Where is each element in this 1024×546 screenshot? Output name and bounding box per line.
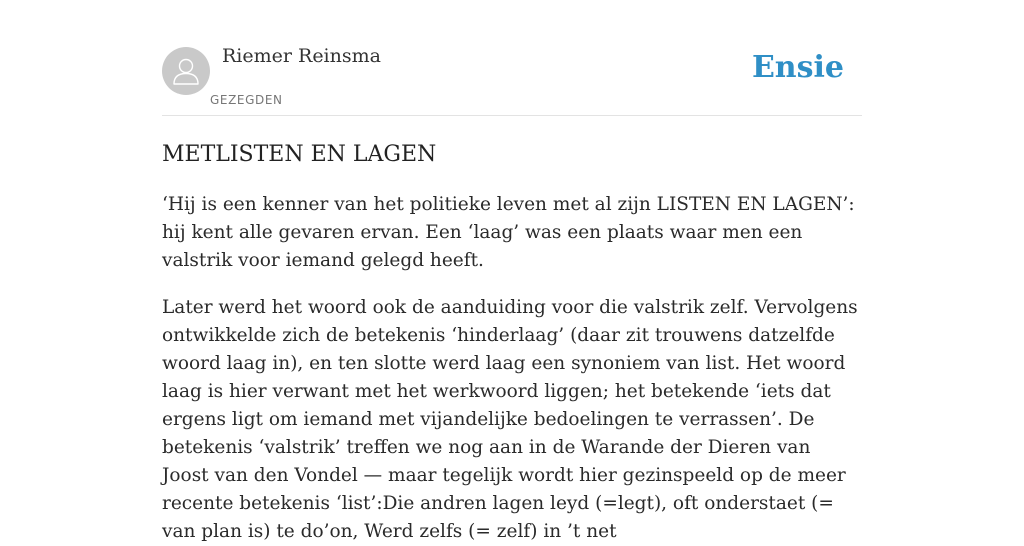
author-name[interactable]: Riemer Reinsma bbox=[222, 45, 381, 67]
brand-logo[interactable]: Ensie bbox=[751, 50, 844, 85]
avatar[interactable] bbox=[162, 47, 210, 95]
article-paragraph: Later werd het woord ook de aanduiding voor die valstrik zelf. Vervolgens ontwikkelde zich de betekenis ‘hinderlaag’ (daar zit trouwens datzelfde woord laag in), en ten slotte werd laag een synoniem van list. Het woord laag is hier verwant met het werkwoord liggen; het betekende ‘iets dat ergens ligt om iemand met vijandelijke bedoelingen te verrassen’. De betekenis ‘valstrik’ treffen we nog aan in de Warande der Dieren van Joost van den Vondel — maar tegelijk wordt hier gezinspeeld op de meer recente betekenis ‘list’:Die andren lagen leyd (=legt), oft onderstaet (= van plan is) te do’on, Werd zelfs (= zelf) in ’t net bbox=[162, 297, 858, 542]
category-label[interactable]: GEZEGDEN bbox=[210, 93, 283, 107]
article-body bbox=[162, 191, 862, 546]
user-placeholder-icon bbox=[162, 47, 210, 95]
article-column bbox=[162, 0, 862, 546]
article-title: METLISTEN EN LAGEN bbox=[162, 142, 437, 167]
article-paragraph: ‘Hij is een kenner van het politieke leven met al zijn LISTEN EN LAGEN’: hij kent alle gevaren ervan. Een ‘laag’ was een plaats waar men een valstrik voor iemand gelegd heeft. bbox=[162, 194, 855, 271]
article-header bbox=[162, 0, 862, 116]
